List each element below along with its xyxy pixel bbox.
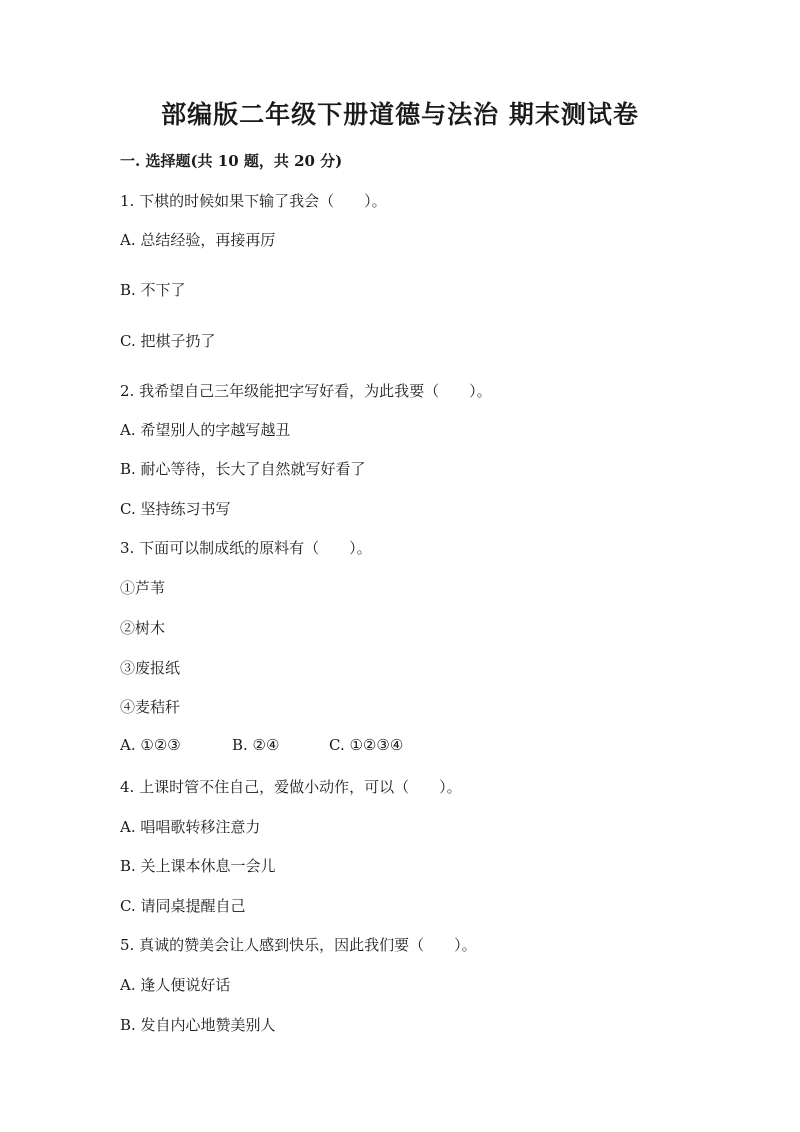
question-2-stem: 2. 我希望自己三年级能把字写好看，为此我要（ ）。: [120, 382, 492, 400]
question-4-option-a: A. 唱唱歌转移注意力: [120, 818, 261, 836]
question-1-stem: 1. 下棋的时候如果下输了我会（ ）。: [120, 192, 387, 210]
question-4-option-c: C. 请同桌提醒自己: [120, 897, 246, 915]
question-1-option-a: A. 总结经验，再接再厉: [120, 231, 276, 249]
question-5-option-b: B. 发自内心地赞美别人: [120, 1016, 276, 1034]
question-4-stem: 4. 上课时管不住自己，爱做小动作，可以（ ）。: [120, 778, 462, 796]
question-3-item-4: ④麦秸秆: [120, 698, 181, 716]
question-5-stem: 5. 真诚的赞美会让人感到快乐，因此我们要（ ）。: [120, 936, 477, 954]
question-2-option-b: B. 耐心等待，长大了自然就写好看了: [120, 460, 366, 478]
page-title: 部编版二年级下册道德与法治 期末测试卷: [161, 100, 639, 129]
question-5-option-a: A. 逢人便说好话: [120, 976, 231, 994]
question-3-item-2: ②树木: [120, 619, 166, 637]
question-3-option-a: A. ①②③: [120, 736, 181, 754]
question-2-option-a: A. 希望别人的字越写越丑: [120, 421, 291, 439]
section-heading: 一. 选择题(共 10 题，共 20 分): [120, 152, 343, 170]
question-2-option-c: C. 坚持练习书写: [120, 500, 231, 518]
question-3-stem: 3. 下面可以制成纸的原料有（ ）。: [120, 539, 372, 557]
question-3-option-b: B. ②④: [232, 736, 280, 754]
question-1-option-c: C. 把棋子扔了: [120, 332, 216, 350]
question-3-item-1: ①芦苇: [120, 579, 166, 597]
question-1-option-b: B. 不下了: [120, 281, 186, 299]
question-3-options-row: [120, 736, 403, 754]
question-3-option-c: C. ①②③④: [329, 736, 404, 754]
question-4-option-b: B. 关上课本休息一会儿: [120, 857, 276, 875]
question-3-item-3: ③废报纸: [120, 659, 181, 677]
